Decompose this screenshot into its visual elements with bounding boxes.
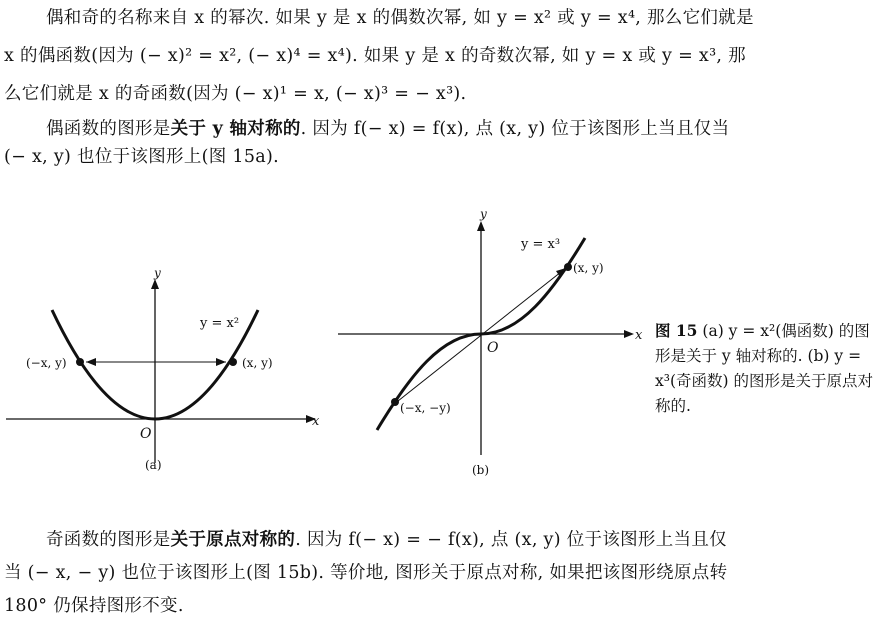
paragraph2-bold-term: 关于 y 轴对称的 (170, 119, 301, 139)
paragraph2-line1 (46, 115, 729, 140)
figure-b (330, 205, 650, 485)
figure-b-point-upper (564, 263, 572, 271)
figure-b-y-label: y (480, 207, 487, 221)
figure-b-point-lower (391, 398, 399, 406)
figure-b-equation: y = x³ (521, 237, 561, 252)
paragraph3-line2: 当 (− x, − y) 也位于该图形上(图 15b). 等价地, 图形关于原点对称, 如果把该图形绕原点转 (4, 563, 728, 583)
figure-b-x-label: x (635, 328, 643, 343)
paragraph1-line1: 偶和奇的名称来自 x 的幂次. 如果 y 是 x 的偶数次幂, 如 y = x² 或 y = x⁴, 那么它们就是 (46, 8, 754, 28)
figure-b-point-upper-label: (x, y) (573, 261, 604, 275)
caption-label: 图 15 (655, 321, 698, 340)
figure-a-sublabel: (a) (145, 458, 162, 472)
paragraph2-line2: (− x, y) 也位于该图形上(图 15a). (4, 147, 280, 167)
figure-a-arrow-right (216, 358, 226, 366)
figure-a-point-right-label: (x, y) (242, 356, 273, 370)
paragraph3-text-pre: 奇函数的图形是 (46, 530, 171, 550)
figure-b-origin-label: O (487, 340, 499, 356)
figure-b-x-arrow (624, 330, 634, 338)
paragraph3-line3: 180° 仍保持图形不变. (4, 596, 184, 616)
caption-text: (a) y = x²(偶函数) 的图形是关于 y 轴对称的. (b) y = x³(奇函数) 的图形是关于原点对称的. (655, 322, 873, 415)
paragraph3-line1 (46, 526, 727, 551)
figure-b-y-arrow (477, 221, 485, 231)
paragraph1-line3: 么它们就是 x 的奇函数(因为 (− x)¹ = x, (− x)³ = − x³). (4, 84, 467, 104)
paragraph1-line2: x 的偶函数(因为 (− x)² = x², (− x)⁴ = x⁴). 如果 y 是 x 的奇数次幂, 如 y = x 或 y = x³, 那 (4, 46, 746, 66)
paragraph3-text-post: . 因为 f(− x) = − f(x), 点 (x, y) 位于该图形上当且仅 (295, 530, 727, 550)
figure-a-equation: y = x² (200, 316, 240, 331)
figure-a-origin-label: O (140, 426, 152, 442)
figure-a-y-arrow (151, 279, 159, 289)
figure-b-sublabel: (b) (472, 463, 490, 477)
figure-a-arrow-left (86, 358, 96, 366)
figure-caption (655, 318, 881, 419)
figure-a-x-label: x (312, 414, 320, 429)
paragraph2-text-post: . 因为 f(− x) = f(x), 点 (x, y) 位于该图形上当且仅当 (300, 119, 730, 139)
figure-b-point-lower-label: (−x, −y) (400, 401, 451, 415)
figure-a-point-left (76, 358, 84, 366)
figure-a (0, 255, 330, 485)
figure-a-point-left-label: (−x, y) (26, 356, 67, 370)
paragraph2-text-pre: 偶函数的图形是 (46, 119, 171, 139)
figure-a-point-right (229, 358, 237, 366)
figure-a-y-label: y (154, 266, 161, 280)
paragraph3-bold-term: 关于原点对称的 (170, 530, 296, 550)
